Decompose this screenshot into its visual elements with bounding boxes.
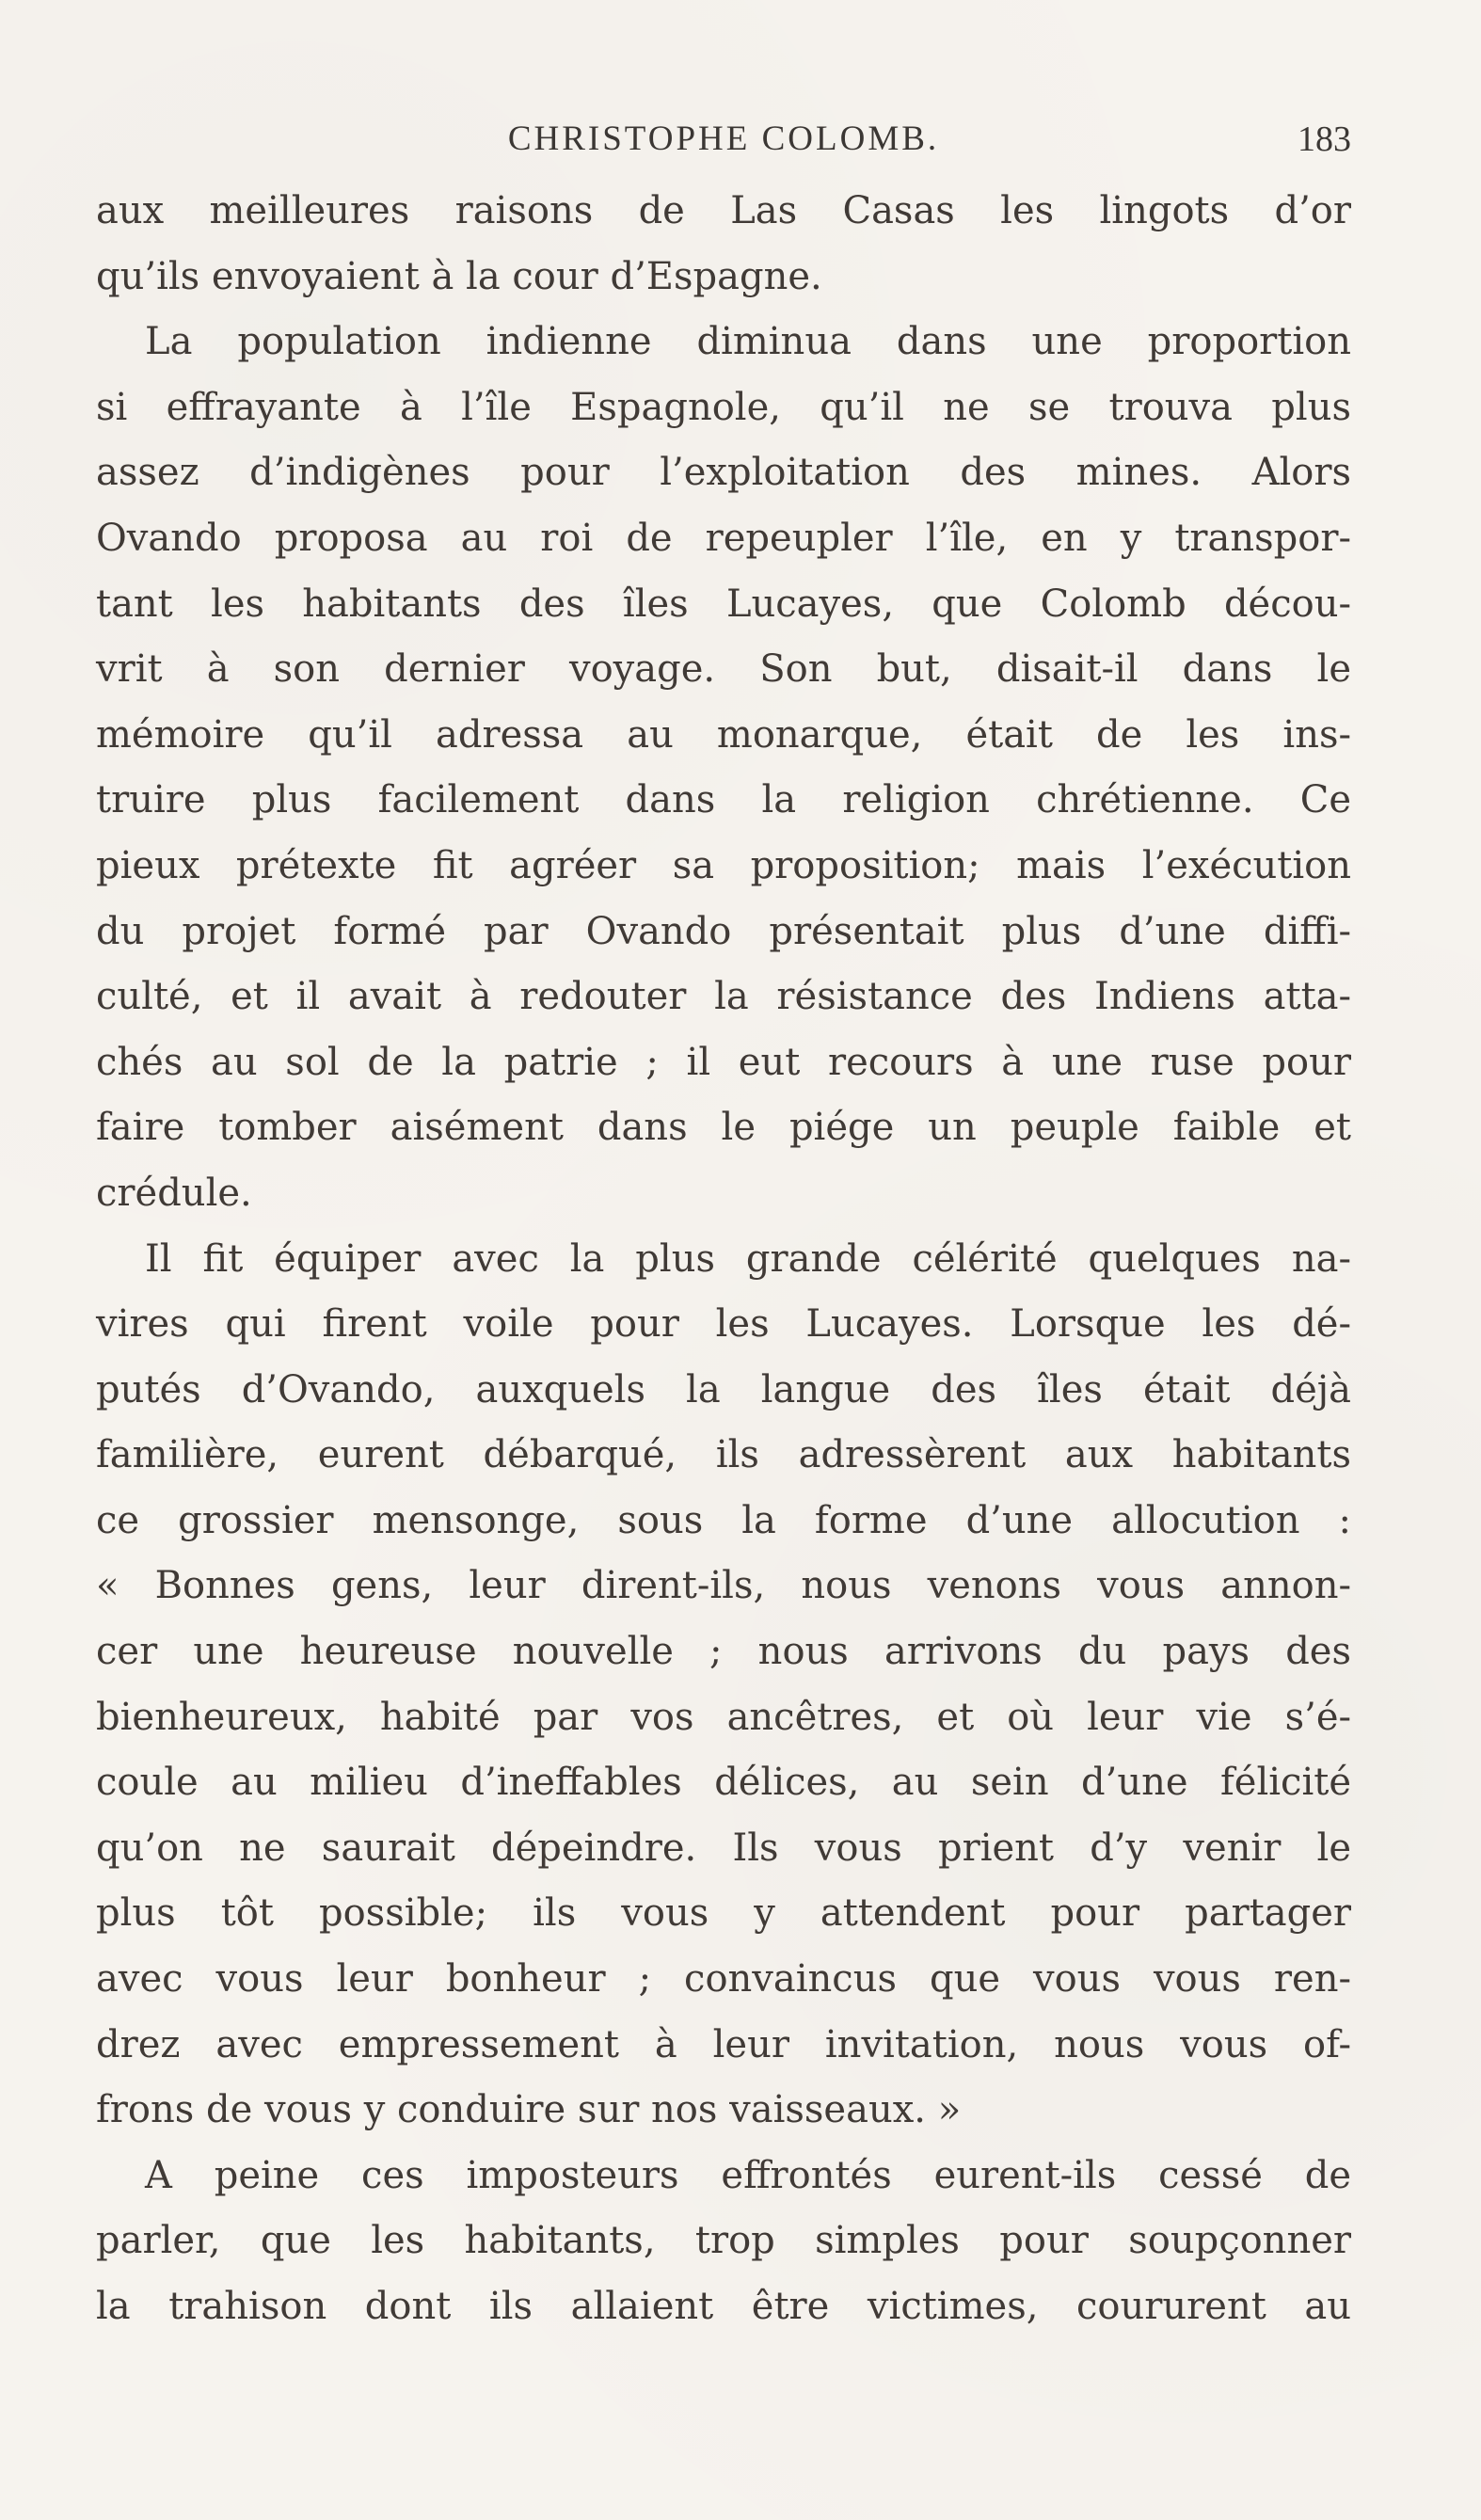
page-header — [96, 111, 1351, 167]
text-line: qu’on ne saurait dépeindre. Ils vous prient d’y venir le — [96, 1826, 1351, 1870]
text-line: frons de vous y conduire sur nos vaisseaux. » — [96, 2088, 962, 2132]
text-line: « Bonnes gens, leur dirent-ils, nous venons vous annon- — [96, 1564, 1351, 1608]
text-line: vrit à son dernier voyage. Son but, disait-il dans le — [96, 647, 1351, 692]
text-line: drez avec empressement à leur invitation, nous vous of- — [96, 2022, 1351, 2066]
text-line: du projet formé par Ovando présentait plus d’une diffi- — [96, 909, 1351, 953]
body-text — [96, 179, 1351, 2340]
text-line: A peine ces imposteurs effrontés eurent-ils cessé de — [145, 2153, 1351, 2197]
text-line: La population indienne diminua dans une proportion — [145, 320, 1351, 364]
text-line: assez d’indigènes pour l’exploitation des mines. Alors — [96, 451, 1351, 495]
text-line: aux meilleures raisons de Las Casas les lingots d’or — [96, 189, 1351, 232]
text-line: mémoire qu’il adressa au monarque, était de les ins- — [96, 712, 1351, 757]
text-line: faire tomber aisément dans le piége un peuple faible et — [96, 1106, 1351, 1150]
text-line: Ovando proposa au roi de repeupler l’île, en y transpor- — [96, 516, 1351, 560]
text-line: plus tôt possible; ils vous y attendent pour partager — [96, 1891, 1351, 1936]
text-line: chés au sol de la patrie ; il eut recours à une ruse pour — [96, 1040, 1351, 1084]
text-line: culté, et il avait à redouter la résistance des Indiens atta- — [96, 975, 1351, 1019]
text-line: truire plus facilement dans la religion chrétienne. Ce — [96, 778, 1351, 822]
text-line: familière, eurent débarqué, ils adressèrent aux habitants — [96, 1433, 1351, 1477]
text-line: Il fit équiper avec la plus grande célérité quelques na- — [145, 1236, 1351, 1281]
text-line: coule au milieu d’ineffables délices, au sein d’une félicité — [96, 1761, 1351, 1805]
running-title: CHRISTOPHE COLOMB. — [507, 120, 940, 158]
text-line: qu’ils envoyaient à la cour d’Espagne. — [96, 254, 822, 298]
text-line: bienheureux, habité par vos ancêtres, et où leur vie s’é- — [96, 1695, 1351, 1739]
text-line: parler, que les habitants, trop simples pour soupçonner — [96, 2219, 1351, 2263]
text-line: tant les habitants des îles Lucayes, que Colomb décou- — [96, 582, 1351, 626]
text-line: vires qui firent voile pour les Lucayes. Lorsque les dé- — [96, 1302, 1351, 1347]
text-line: pieux prétexte fit agréer sa proposition; mais l’exécution — [96, 843, 1351, 887]
text-line: avec vous leur bonheur ; convaincus que vous vous ren- — [96, 1957, 1351, 2002]
text-line: putés d’Ovando, auxquels la langue des îles était déjà — [96, 1367, 1351, 1412]
text-line: crédule. — [96, 1171, 252, 1215]
text-line: la trahison dont ils allaient être victimes, coururent au — [96, 2285, 1351, 2328]
text-line: ce grossier mensonge, sous la forme d’une allocution : — [96, 1498, 1351, 1542]
page-number: 183 — [1298, 120, 1351, 159]
text-line: si effrayante à l’île Espagnole, qu’il ne se trouva plus — [96, 385, 1351, 429]
text-line: cer une heureuse nouvelle ; nous arrivons du pays des — [96, 1630, 1351, 1674]
